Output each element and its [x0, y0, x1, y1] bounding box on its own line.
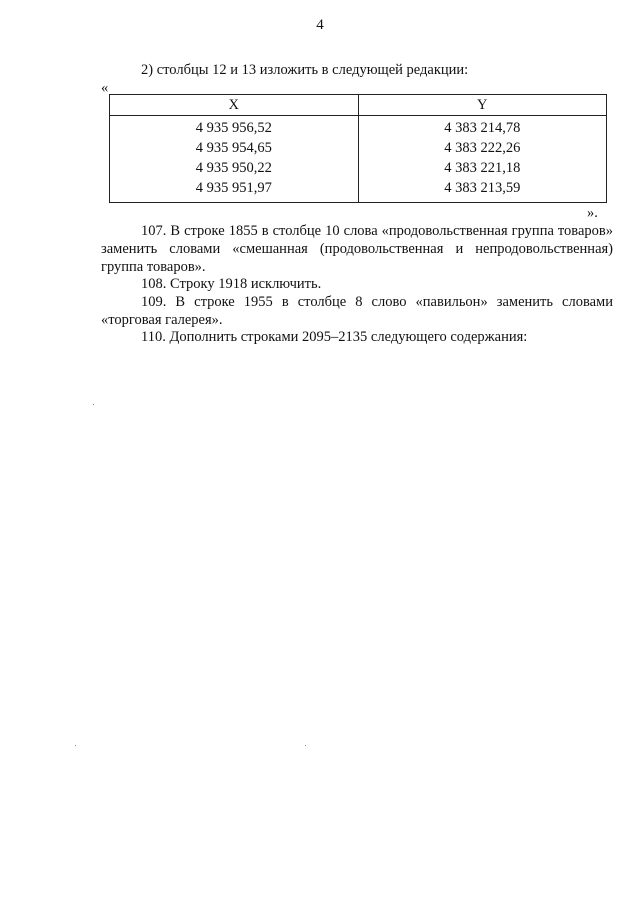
- cell-x: 4 935 956,52: [110, 116, 359, 139]
- scan-speck: [93, 404, 94, 405]
- scan-speck: [75, 745, 76, 746]
- paragraph-110: 110. Дополнить строками 2095–2135 следующего содержания:: [141, 329, 528, 345]
- header-y: Y: [358, 95, 607, 116]
- cell-x: 4 935 954,65: [110, 138, 359, 158]
- table-row: [110, 116, 607, 139]
- table-row: [110, 138, 607, 158]
- table-header-row: [110, 95, 607, 116]
- cell-x: 4 935 951,97: [110, 178, 359, 203]
- paragraph-107: 107. В строке 1855 в столбце 10 слова «продовольственная группа товаров» заменить словами «смешанная (продовольственная и непродовольственная) группа товаров».: [101, 223, 613, 275]
- coordinates-table: [109, 94, 607, 203]
- cell-y: 4 383 214,78: [358, 116, 607, 139]
- table-row: [110, 178, 607, 203]
- paragraph-109: 109. В строке 1955 в столбце 8 слово «павильон» заменить словами «торговая галерея».: [101, 294, 613, 328]
- cell-y: 4 383 213,59: [358, 178, 607, 203]
- intro-line: 2) столбцы 12 и 13 изложить в следующей редакции:: [141, 62, 469, 78]
- cell-x: 4 935 950,22: [110, 158, 359, 178]
- closing-quote: ».: [587, 205, 598, 221]
- opening-quote: «: [101, 80, 109, 96]
- cell-y: 4 383 222,26: [358, 138, 607, 158]
- cell-y: 4 383 221,18: [358, 158, 607, 178]
- header-x: X: [110, 95, 359, 116]
- scan-speck: [305, 745, 306, 746]
- table-row: [110, 158, 607, 178]
- page-number: 4: [316, 17, 324, 33]
- paragraph-108: 108. Строку 1918 исключить.: [141, 276, 322, 292]
